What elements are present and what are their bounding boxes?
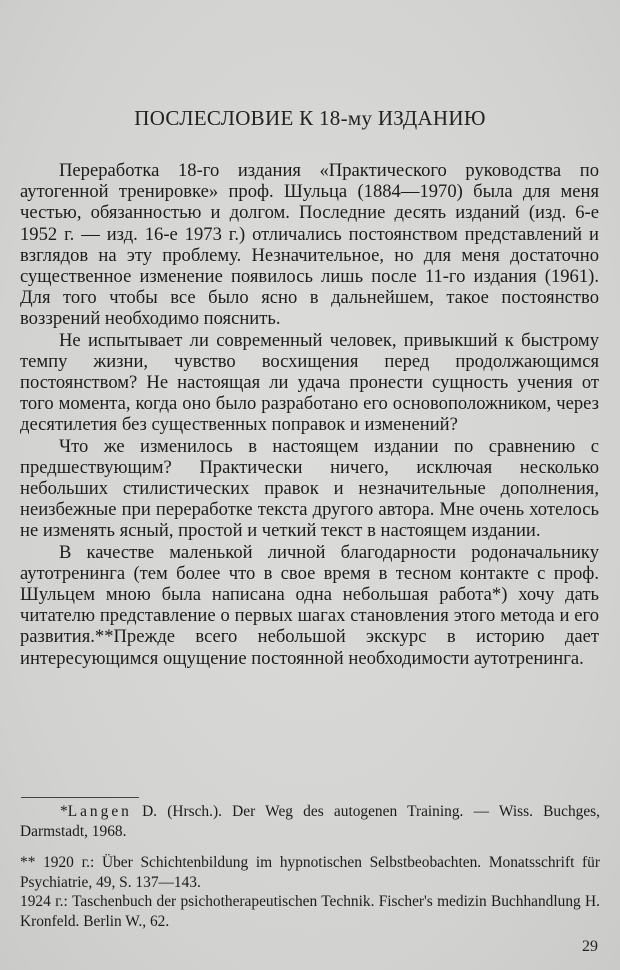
- footnote-1-author: Langen: [67, 803, 132, 820]
- footnote-1: [20, 802, 600, 841]
- page-number: 29: [582, 938, 598, 955]
- footnote-2-line-2: 1924 г.: Taschenbuch der psichotherapeutischen Technik. Fischer's medizin Buchhandlung H. Kronfeld. Berlin W., 62.: [20, 893, 600, 930]
- paragraph-4: В качестве маленькой личной благодарности родоначальнику аутотренинга (тем более что в свое время в тесном контакте с проф. Шульцем мною была написана одна небольшая работа*) хочу дать читателю представление о первых шагах становления этого метода и его развития.**Прежде всего небольшой экскурс в историю дает интересующимся ощущение постоянной необходимости аутотренинга.: [20, 541, 599, 669]
- paragraph-2: Не испытывает ли современный человек, привыкший к быстрому темпу жизни, чувство восхищения перед продолжающимся постоянством? Не настоящая ли удача пронести сущность учения от того момента, когда оно было разработано его основоположником, через десятилетия без существенных поправок и изменений?: [20, 329, 599, 436]
- footnote-divider: [21, 797, 139, 798]
- footnote-2-line-1: ** 1920 г.: Über Schichtenbildung im hypnotischen Selbstbeobachten. Monatsschrift für Psychiatrie, 49, S. 137—143.: [20, 854, 600, 891]
- footnote-1-marker: *: [60, 803, 68, 820]
- paragraph-1: Переработка 18-го издания «Практического руководства по аутогенной тренировке» проф. Шульца (1884—1970) была для меня честью, обязанностью и долгом. Последние десять изданий (изд. 6-е 1952 г. — изд. 16-е 1973 г.) отличались постоянством представлений и взглядов на эту проблему. Незначительное, но для меня достаточно существенное изменение появилось лишь после 11-го издания (1961). Для того чтобы все было ясно в дальнейшем, такое постоянство воззрений необходимо пояснить.: [20, 160, 599, 330]
- footnote-1-text: D. (Hrsch.). Der Weg des autogenen Training. — Wiss. Buchges, Darmstadt, 1968.: [20, 803, 600, 840]
- main-text: [20, 160, 599, 669]
- chapter-title: ПОСЛЕСЛОВИЕ К 18-му ИЗДАНИЮ: [134, 106, 486, 130]
- footnotes: [20, 802, 600, 931]
- paragraph-3: Что же изменилось в настоящем издании по сравнению с предшествующим? Практически ничего, исключая несколько небольших стилистических правок и незначительные дополнения, неизбежные при переработке текста другого автора. Мне очень хотелось не изменять ясный, простой и четкий текст в настоящем издании.: [20, 435, 599, 542]
